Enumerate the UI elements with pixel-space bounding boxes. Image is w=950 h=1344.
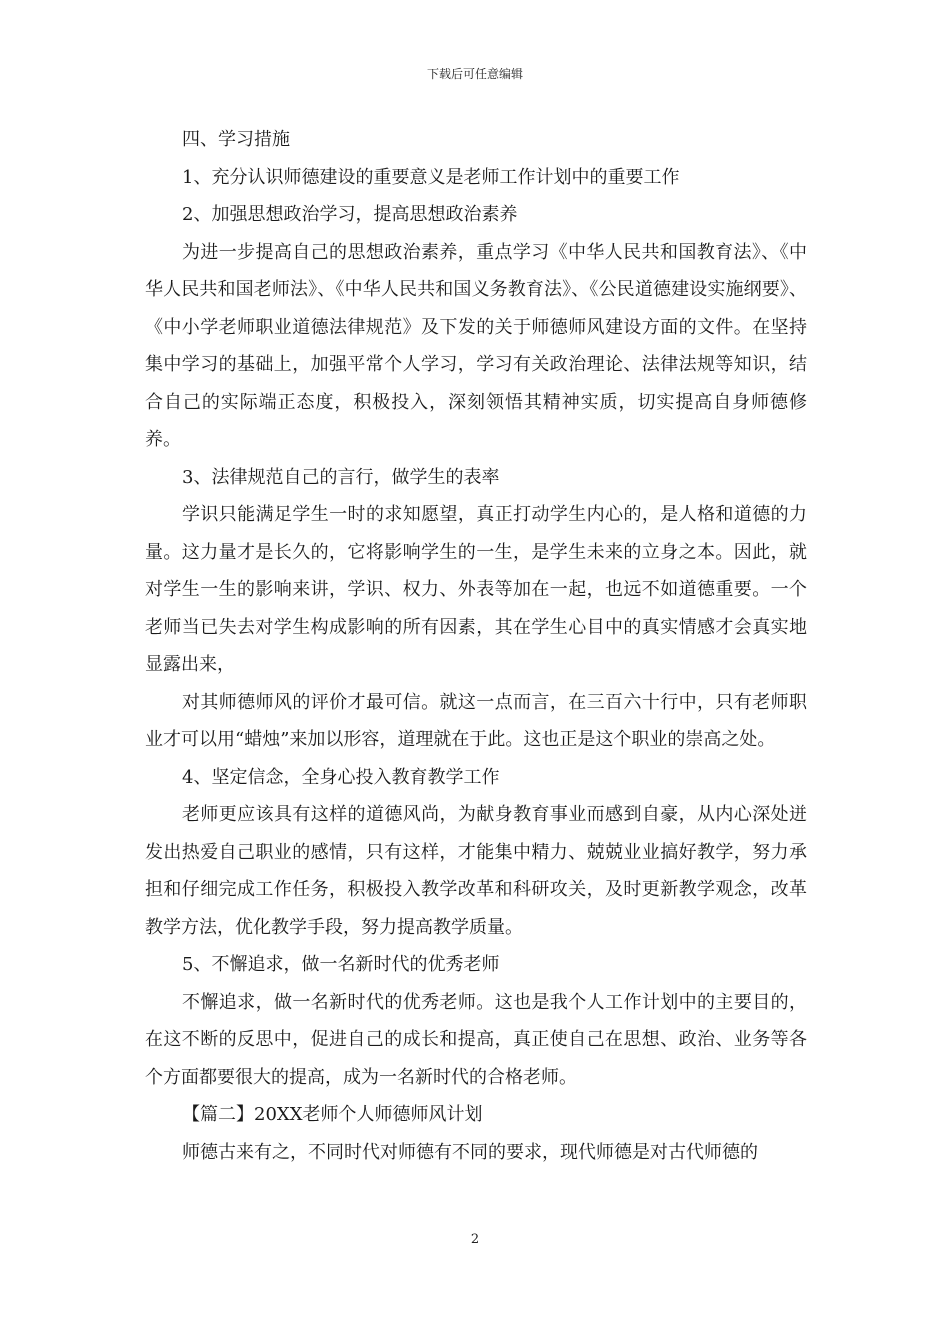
item-heading-5: 5、不懈追求，做一名新时代的优秀老师 bbox=[182, 954, 500, 975]
paragraph-dedication: 老师更应该具有这样的道德风尚，为献身教育事业而感到自豪，从内心深处迸发出热爱自己职业的感情，只有这样，才能集中精力、兢兢业业搞好教学，努力承担和仔细完成工作任务，积极投入教学改革和科研攻关，及时更新教学观念，改革教学方法，优化教学手段，努力提高教学质量。 bbox=[145, 804, 807, 938]
item-heading-4: 4、坚定信念，全身心投入教育教学工作 bbox=[182, 766, 500, 788]
item-heading-1: 1、充分认识师德建设的重要意义是老师工作计划中的重要工作 bbox=[182, 166, 680, 188]
article-heading-part2: 【篇二】20XX老师个人师德师风计划 bbox=[182, 1104, 483, 1125]
paragraph-ethics-history: 师德古来有之，不同时代对师德有不同的要求，现代师德是对古代师德的 bbox=[182, 1141, 758, 1163]
page-number: 2 bbox=[470, 1232, 480, 1247]
item-heading-2: 2、加强思想政治学习，提高思想政治素养 bbox=[182, 204, 518, 225]
paragraph-candle: 对其师德师风的评价才最可信。就这一点而言，在三百六十行中，只有老师职业才可以用“蜡烛”来加以形容，道理就在于此。这也正是这个职业的崇高之处。 bbox=[145, 691, 807, 750]
page-header: 下载后可任意编辑 bbox=[426, 67, 523, 81]
section-heading-measures: 四、学习措施 bbox=[182, 129, 290, 150]
paragraph-pursuit: 不懈追求，做一名新时代的优秀老师。这也是我个人工作计划中的主要目的，在这不断的反思中，促进自己的成长和提高，真正使自己在思想、政治、业务等各个方面都要很大的提高，成为一名新时代的合格老师。 bbox=[145, 991, 807, 1088]
document-body bbox=[145, 121, 807, 1171]
item-heading-3: 3、法律规范自己的言行，做学生的表率 bbox=[182, 466, 500, 488]
paragraph-political-study: 为进一步提高自己的思想政治素养，重点学习《中华人民共和国教育法》、《中华人民共和国老师法》、《中华人民共和国义务教育法》、《公民道德建设实施纲要》、《中小学老师职业道德法律规范》及下发的关于师德师风建设方面的文件。在坚持集中学习的基础上，加强平常个人学习，学习有关政治理论、法律法规等知识，结合自己的实际端正态度，积极投入，深刻领悟其精神实质，切实提高自身师德修养。 bbox=[145, 241, 807, 450]
paragraph-moral-power: 学识只能满足学生一时的求知愿望，真正打动学生内心的，是人格和道德的力量。这力量才是长久的，它将影响学生的一生，是学生未来的立身之本。因此，就对学生一生的影响来讲，学识、权力、外表等加在一起，也远不如道德重要。一个老师当已失去对学生构成影响的所有因素，其在学生心目中的真实情感才会真实地显露出来， bbox=[145, 504, 807, 675]
